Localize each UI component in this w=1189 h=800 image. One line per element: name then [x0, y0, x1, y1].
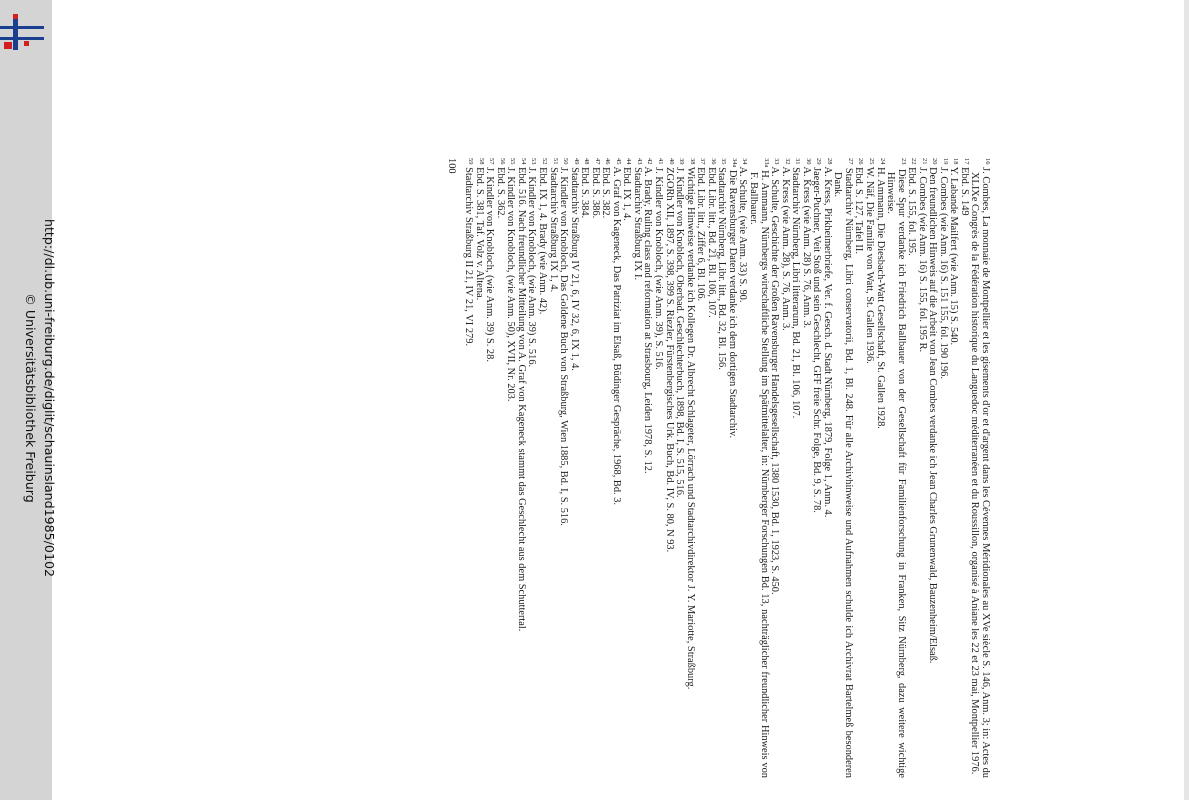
footnote — [526, 158, 537, 778]
footnote-text: Stadtarchiv Straßburg II 21, IV 21, VI 279. — [463, 167, 475, 347]
footnote — [515, 158, 526, 778]
footnote-number: 52 — [541, 158, 549, 165]
footnote — [969, 158, 990, 778]
sidebar — [0, 0, 57, 800]
footnote-text: A. Kress (wie Anm. 28) S. 76, Anm. 3. — [800, 166, 812, 329]
footnote-number: 17 — [962, 158, 970, 165]
footnote-text: J. Kindler von Knobloch, (wie Anm. 39) S. 28. — [484, 167, 496, 362]
footnote-number: 47 — [593, 158, 601, 165]
footnote-text: J. Combes (wie Anm. 16) S. 155, fol. 195 R. — [916, 167, 928, 353]
footnote — [916, 158, 927, 778]
footnote — [473, 158, 484, 778]
footnote — [705, 158, 716, 778]
footnote-number: 35 — [720, 158, 728, 165]
footnote — [631, 158, 642, 778]
footnote-number: 37 — [699, 158, 707, 165]
footnote-number: 48 — [583, 158, 591, 165]
footnote-number: 25 — [867, 158, 875, 165]
footnote — [948, 158, 959, 778]
page-number: 100 — [445, 158, 457, 174]
footnote-text: Diese Spur verdanke ich Friedrich Ballbauer von der Gesellschaft für Familienforschung in Franken, Sitz Nürnberg, dazu weitere wichtige Hinweise. — [885, 169, 907, 778]
footnote-number: 34a — [730, 158, 738, 168]
footnote — [674, 158, 685, 778]
footnote-text: J. Kindler von Knobloch, (wie Anm. 39), S. 516. — [653, 167, 665, 370]
footnote-number: 42 — [646, 158, 654, 165]
footnote — [695, 158, 706, 778]
footnote — [821, 158, 832, 778]
footnote-text: Stadtarchiv Nürnberg, Libr. litt., Bd. 32, Bl. 156. — [716, 167, 728, 370]
footnote-text: Ebd. Libr. litt., Ziffer 6, Bl. 106. — [695, 167, 707, 302]
footnote-number: 28 — [825, 158, 833, 165]
footnote-text: J. Kindler von Knobloch, Das Goldene Buch von Straßburg, Wien 1885, Bd. I, S. 516. — [558, 167, 570, 526]
footnote — [684, 158, 695, 778]
footnote-text: Stadtarchiv Nürnberg, Libri conservatorii, Bd. 1, Bl. 248. Für alle Archivhinweise und Aufnahmen schulde ich Archivrat Bartelmeß besonderen Dank. — [832, 167, 854, 778]
footnote — [800, 158, 811, 778]
footnote-number: 46 — [604, 158, 612, 165]
footnote-text: Ebd. S. 384. — [579, 167, 591, 219]
footnote-number: 24 — [878, 158, 886, 165]
footnote — [906, 158, 917, 778]
document-url[interactable]: http://dl.ub.uni-freiburg.de/diglit/schauinsland1985/0102 — [42, 219, 57, 577]
footnote — [885, 158, 906, 778]
footnote-number: 53 — [530, 158, 538, 165]
viewer-right-edge — [1184, 0, 1189, 800]
footnote-number: 36 — [709, 158, 717, 165]
footnote-number: 30 — [804, 158, 812, 165]
footnote-number: 34 — [741, 158, 749, 165]
footnote-text: Die Ravensburger Daten verdanke ich dem dortigen Stadtarchiv. — [726, 170, 738, 439]
footnote — [811, 158, 822, 778]
footnote — [653, 158, 664, 778]
footnote-text: J. Kindler von Knobloch, (wie Anm. 39) S. 516. — [526, 167, 538, 368]
footnote — [874, 158, 885, 778]
footnote-number: 50 — [562, 158, 570, 165]
footnote-text: A. Kress (wie Anm. 28), S. 76, Anm. 3. — [779, 166, 791, 331]
footnote — [494, 158, 505, 778]
footnote — [610, 158, 621, 778]
footnote-number: 44 — [625, 158, 633, 165]
footnote-text: Ebd. 516. Nach freundlicher Mitteilung von A. Graf von Kageneck stammt das Geschlecht aus dem Schuttertal. — [515, 167, 527, 632]
watermark-text — [21, 219, 59, 577]
footnote-text: H. Ammann, Nürnbergs wirtschaftliche Stellung im Spätmittelalter, in: Nürnberger Forschungen Bd. 13, nachträglicher freundlicher Hinweis von F. Ballbauer. — [747, 170, 770, 778]
footnote-text: W. Näf, Die Familie von Watt, St. Gallen 1936. — [863, 166, 875, 364]
footnote — [600, 158, 611, 778]
footnote-text: Ebd. S. 362. — [494, 167, 506, 219]
footnote-number: 23 — [899, 158, 907, 165]
footnote-text: Y. Labande Mailfert (wie Anm. 15) S. 540. — [948, 166, 960, 346]
footnote-text: Stadtarchiv Straßburg IV 21, 6, IV 32, 6, IX 1, 4. — [568, 167, 580, 371]
footnote-text: Ebd. S. 386. — [589, 167, 601, 219]
footnote-text: A. Graf von Kageneck, Das Patriziat im Elsaß, Büdinger Gespräche, 1968, Bd. 3. — [610, 166, 622, 506]
footnote-list — [463, 158, 990, 778]
rotated-text-block — [445, 158, 990, 778]
footnote — [863, 158, 874, 778]
footnote — [726, 158, 737, 778]
footnote-text: A. Brady, Ruling class and reformation at Strasbourg, Leiden 1978, S. 12. — [642, 166, 654, 474]
footnote-text: J. Kindler von Knobloch, Oberbad. Geschlechterbuch, 1898, Bd. I, S. 515, 516. — [674, 167, 686, 498]
copyright-notice: © Universitätsbibliothek Freiburg — [23, 293, 38, 503]
footnote-text: Jaeger-Puchner, Veit Stoß und sein Geschlecht, GFF freie Schr. Folge, Bd. 9, S. 78. — [811, 167, 823, 513]
footnote-text: Den freundlichen Hinweis auf die Arbeit von Jean Combes verdanke ich Jean Charles Grunenwald, Bauzenheim/Elsaß. — [927, 167, 939, 664]
footnote — [505, 158, 516, 778]
footnote-number: 18 — [952, 158, 960, 165]
university-library-logo-icon — [0, 14, 44, 54]
footnote — [716, 158, 727, 778]
footnote-number: 22 — [910, 158, 918, 165]
footnote-number: 16 — [984, 158, 991, 165]
footnote-number: 54 — [519, 158, 527, 165]
footnote-number: 27 — [846, 158, 854, 165]
footnote-text: Stadtarchiv Straßburg IX I. — [631, 167, 643, 281]
footnote — [790, 158, 801, 778]
footnote — [853, 158, 864, 778]
footnote-text: J. Combes (wie Anm. 16) S. 151 155, fol. 190 196. — [937, 167, 949, 379]
footnote-number: 45 — [614, 158, 622, 165]
footnote — [779, 158, 790, 778]
footnote — [663, 158, 674, 778]
footnote-text: Ebd. S. 127, Tafel II. — [853, 167, 865, 254]
footnote-text: J. Kindler von Knobloch, (wie Anm. 50), XVII, Nr. 203. — [505, 167, 517, 402]
footnote — [484, 158, 495, 778]
footnote-number: 29 — [815, 158, 823, 165]
footnote-number: 58 — [477, 158, 485, 165]
footnote-number: 43 — [635, 158, 643, 165]
footnote-number: 26 — [857, 158, 865, 165]
footnote-text: A. Schulte, (wie Anm. 33) S. 90. — [737, 166, 749, 303]
footnote — [737, 158, 748, 778]
footnote-number: 55 — [509, 158, 517, 165]
footnote — [589, 158, 600, 778]
footnote — [579, 158, 590, 778]
footnote-number: 19 — [941, 158, 949, 165]
footnote — [642, 158, 653, 778]
footnote — [558, 158, 569, 778]
footnote — [927, 158, 938, 778]
footnote-number: 57 — [488, 158, 496, 165]
footnote — [769, 158, 780, 778]
footnote-text: Ebd. S. 381, Taf. Volz v. Altena. — [473, 167, 485, 301]
footnote — [463, 158, 474, 778]
footnote — [536, 158, 547, 778]
footnote-text: Ebd. IX 1, 4. Brady (wie Anm. 42). — [537, 167, 549, 315]
footnote-text: Ebd. IX 1, 4. — [621, 167, 633, 221]
footnote-number: 32 — [783, 158, 791, 165]
footnote-number: 31 — [794, 158, 802, 165]
footnote-number: 59 — [467, 158, 475, 165]
footnote-number: 39 — [678, 158, 686, 165]
footnote-text: ZGORh XII, 1897, S. 398, 399 S. Riezler, Fürstenbergisches Urk. Buch, Bd. IV, S. 80, N 93. — [663, 167, 675, 553]
footnote-text: Ebd. S. 382. — [600, 167, 612, 219]
footnote-number: 51 — [551, 158, 559, 165]
footnote-number: 40 — [667, 158, 675, 165]
footnote-text: Ebd. S. 149 — [958, 167, 970, 216]
footnote — [937, 158, 948, 778]
footnote-text: A. Schulte, Geschichte der Großen Ravensburger Handelsgesellschaft, 1380 1530, Bd. 1, 1923, S. 450. — [769, 166, 781, 595]
footnote-text: Stadtarchiv Nürnberg, Libri litterarum, Bd. 21, Bl. 106, 107. — [790, 167, 802, 419]
footnote — [547, 158, 558, 778]
footnote-text: Stadtarchiv Straßburg IX 1, 4. — [547, 167, 559, 293]
footnote-text: H. Ammann, Die Diesbach-Watt Gesellschaft, St. Gallen 1928. — [874, 167, 886, 429]
footnote-text: J. Combes, La monnaie de Montpellier et les gisements d'or et d'argent dans les Cévennes Méridionales au XVe siècle S. 146, Anm. 3; in: Actes du XLIXe Congrès de la Fédération historique du Languedoc méditerranéen et du Roussillon, organisé à Aniane les 22 et 23 mai, Montpellier 1976. — [969, 167, 991, 778]
footnote-text: Wichtige Hinweise verdanke ich Kollegen Dr. Albrecht Schlageter, Lörrach und Stadtarchivdirektor J. Y. Mariotte, Straßburg. — [684, 166, 696, 690]
footnote-number: 21 — [920, 158, 928, 165]
footnote — [621, 158, 632, 778]
footnote-text: A. Kress, Pirkheimerbriefe, Ver. f. Gesch. d. Stadt Nürnberg, 1879, Folge 1, Anm. 4. — [821, 166, 833, 518]
footnote-number: 20 — [931, 158, 939, 165]
footnote-number: 38 — [688, 158, 696, 165]
footnote-text: Ebd. S. 155, fol. 195. — [906, 167, 918, 256]
footnote — [832, 158, 853, 778]
footnote-text: Ebd. Libr. litt., Bd. 21, Bl. 106, 107. — [705, 167, 717, 318]
footnote-number: 49 — [572, 158, 580, 165]
footnote-number: 33a — [762, 158, 770, 168]
footnote — [958, 158, 969, 778]
footnote — [568, 158, 579, 778]
footnote — [747, 158, 768, 778]
footnote-number: 41 — [657, 158, 665, 165]
footnote-number: 56 — [498, 158, 506, 165]
footnote-number: 33 — [773, 158, 781, 165]
